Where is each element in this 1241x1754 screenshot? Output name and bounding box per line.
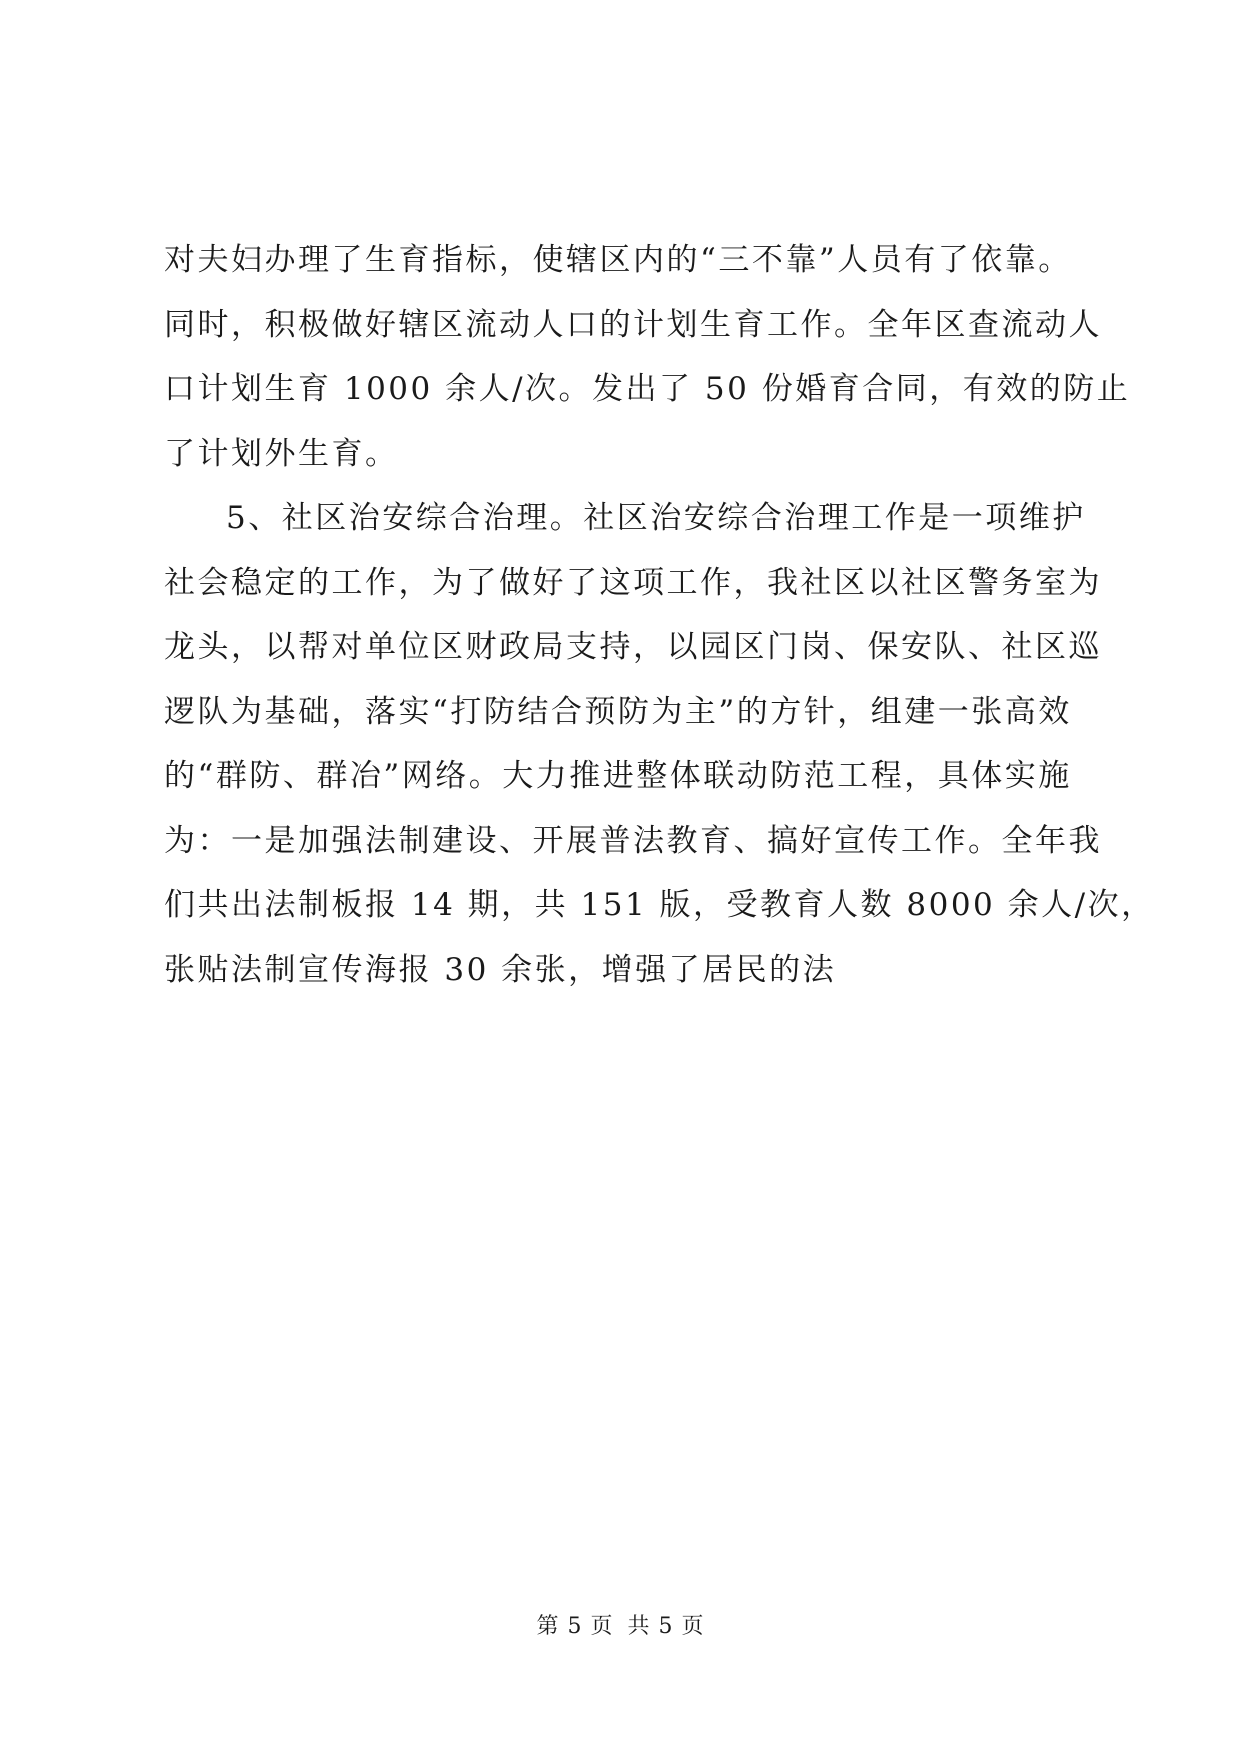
text-line: 的“群防、群冶”网络。大力推进整体联动防范工程，具体实施 bbox=[164, 758, 1072, 794]
text-line: 逻队为基础，落实“打防结合预防为主”的方针，组建一张高效 bbox=[164, 693, 1072, 730]
text-line-paragraph-start: 5、社区治安综合治理。社区治安综合治理工作是一项维护 bbox=[226, 500, 1086, 536]
text-line: 社会稳定的工作，为了做好了这项工作，我社区以社区警务室为 bbox=[164, 564, 1102, 601]
page-total: 共 5 页 bbox=[627, 1614, 705, 1639]
text-line: 为：一是加强法制建设、开展普法教育、搞好宣传工作。全年我 bbox=[164, 822, 1102, 859]
page-number: 第 5 页 bbox=[536, 1614, 614, 1639]
text-line: 同时，积极做好辖区流动人口的计划生育工作。全年区查流动人 bbox=[164, 306, 1102, 343]
text-line: 们共出法制板报 14 期，共 151 版，受教育人数 8000 余人/次， bbox=[164, 887, 1155, 923]
page-footer bbox=[0, 1612, 1241, 1642]
text-line: 龙头，以帮对单位区财政局支持，以园区门岗、保安队、社区巡 bbox=[164, 629, 1102, 665]
text-line: 了计划外生育。 bbox=[164, 435, 399, 472]
text-line: 张贴法制宣传海报 30 余张，增强了居民的法 bbox=[164, 951, 837, 988]
text-line: 口计划生育 1000 余人/次。发出了 50 份婚育合同，有效的防止 bbox=[164, 371, 1131, 407]
body-text bbox=[164, 228, 1155, 1002]
text-line: 对夫妇办理了生育指标，使辖区内的“三不靠”人员有了依靠。 bbox=[164, 242, 1072, 278]
